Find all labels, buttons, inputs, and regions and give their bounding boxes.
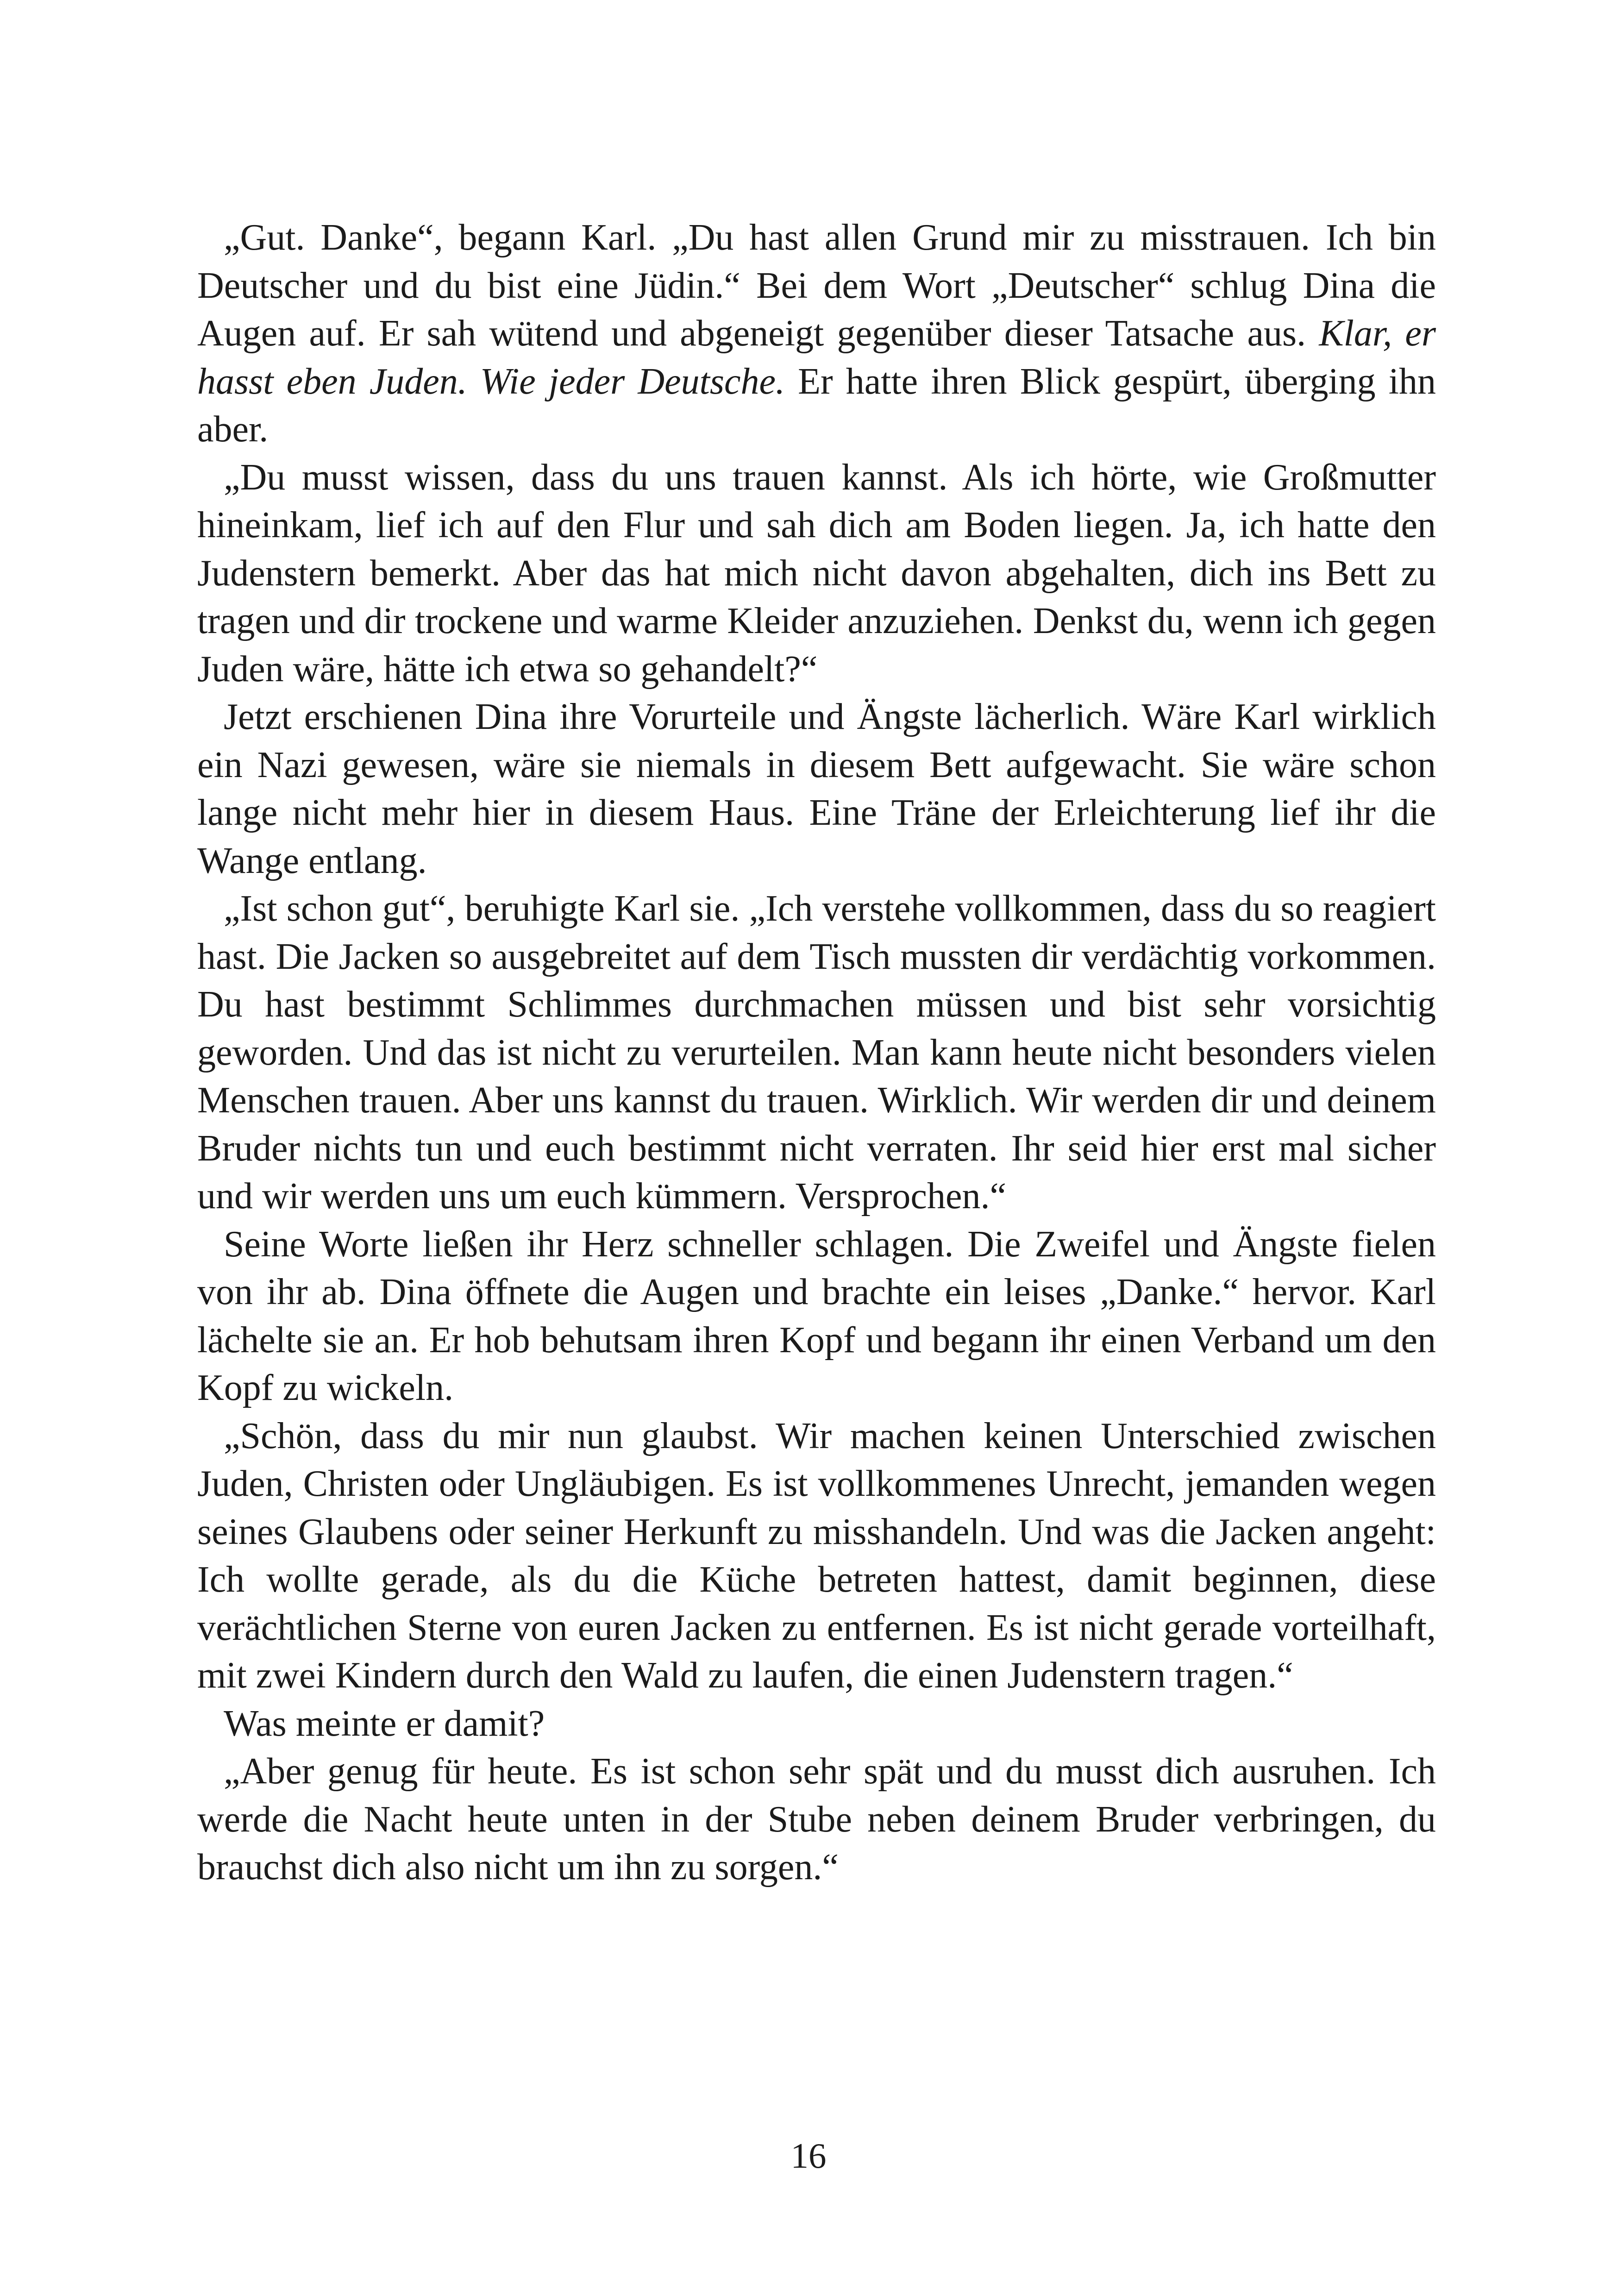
paragraph (197, 214, 1436, 454)
italic-thought: Klar, er hasst eben Juden. Wie jeder Deutsche. (197, 313, 1436, 402)
paragraph (197, 1221, 1436, 1412)
text-segment: Jetzt erschienen Dina ihre Vorurteile und Ängste lächerlich. Wäre Karl wirklich ein Nazi gewesen, wäre sie niemals in diesem Bett aufgewacht. Sie wäre schon lange nicht mehr hier in diesem Haus. Eine Träne der Erleichterung lief ihr die Wange entlang. (197, 696, 1436, 881)
paragraph (197, 454, 1436, 694)
text-segment: „Aber genug für heute. Es ist schon sehr spät und du musst dich ausruhen. Ich werde die Nacht heute unten in der Stube neben deinem Bruder verbringen, du brauchst dich also nicht um ihn zu sorgen.“ (197, 1751, 1436, 1888)
paragraph (197, 1700, 1436, 1748)
body-text (197, 214, 1436, 1892)
paragraph (197, 1412, 1436, 1700)
text-segment: „Schön, dass du mir nun glaubst. Wir machen keinen Unterschied zwischen Juden, Christen oder Ungläubigen. Es ist vollkommenes Unrecht, jemanden wegen seines Glaubens oder seiner Herkunft zu misshandeln. Und was die Jacken angeht: Ich wollte gerade, als du die Küche betreten hattest, damit beginnen, diese verächtlichen Sterne von euren Jacken zu entfernen. Es ist nicht gerade vorteilhaft, mit zwei Kindern durch den Wald zu laufen, die einen Judenstern tragen.“ (197, 1415, 1436, 1696)
text-segment: „Gut. Danke“, begann Karl. „Du hast allen Grund mir zu misstrauen. Ich bin Deutscher und du bist eine Jüdin.“ Bei dem Wort „Deutscher“ schlug Dina die Augen auf. Er sah wütend und abgeneigt gegenüber dieser Tatsache aus. (197, 217, 1436, 354)
text-segment: „Ist schon gut“, beruhigte Karl sie. „Ich verstehe vollkommen, dass du so reagiert hast. Die Jacken so ausgebreitet auf dem Tisch mussten dir verdächtig vorkommen. Du hast bestimmt Schlimmes durchmachen müssen und bist sehr vorsichtig geworden. Und das ist nicht zu verurteilen. Man kann heute nicht besonders vielen Menschen trauen. Aber uns kannst du trauen. Wirklich. Wir werden dir und deinem Bruder nichts tun und euch bestimmt nicht verraten. Ihr seid hier erst mal sicher und wir werden uns um euch kümmern. Versprochen.“ (197, 888, 1436, 1217)
paragraph (197, 885, 1436, 1221)
page-number: 16 (790, 2136, 827, 2176)
paragraph (197, 1748, 1436, 1892)
text-segment: „Du musst wissen, dass du uns trauen kannst. Als ich hörte, wie Großmutter hineinkam, lief ich auf den Flur und sah dich am Boden liegen. Ja, ich hatte den Judenstern bemerkt. Aber das hat mich nicht davon abgehalten, dich ins Bett zu tragen und dir trockene und warme Kleider anzuziehen. Denkst du, wenn ich gegen Juden wäre, hätte ich etwa so gehandelt?“ (197, 457, 1436, 690)
paragraph (197, 693, 1436, 885)
text-segment: Was meinte er damit? (224, 1703, 545, 1744)
text-segment: Seine Worte ließen ihr Herz schneller schlagen. Die Zweifel und Ängste fielen von ihr ab. Dina öffnete die Augen und brachte ein leises „Danke.“ hervor. Karl lächelte sie an. Er hob behutsam ihren Kopf und begann ihr einen Verband um den Kopf zu wickeln. (197, 1223, 1436, 1408)
text-segment: Er hatte ihren Blick gespürt, überging ihn aber. (197, 361, 1436, 450)
